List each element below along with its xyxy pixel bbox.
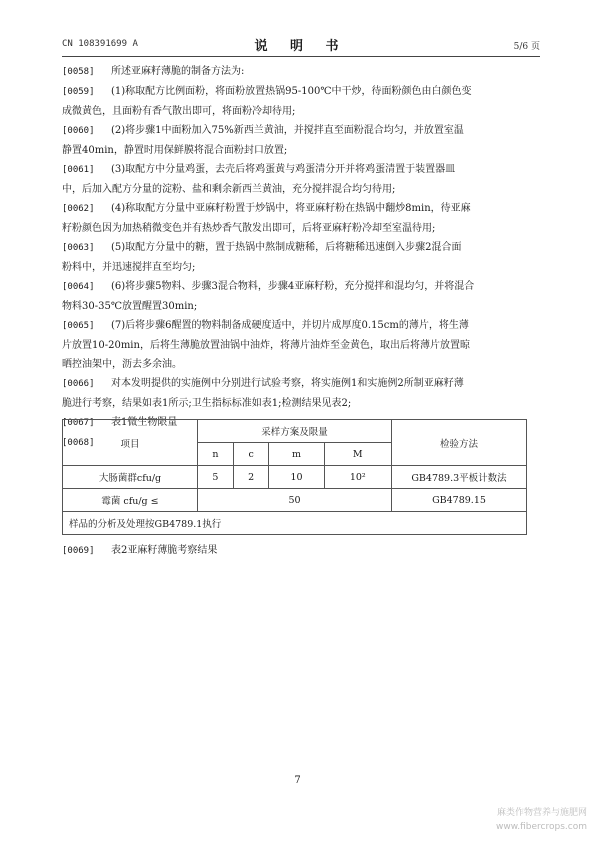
paragraph-line (62, 277, 542, 297)
paragraph-text: (3)取配方中分量鸡蛋，去壳后将鸡蛋黄与鸡蛋清分开并将鸡蛋清置于装置器皿 (111, 164, 456, 175)
paragraph-text: 所述亚麻籽薄脆的制备方法为: (111, 66, 245, 77)
watermark-url: www.fibercrops.com (496, 822, 587, 832)
table-head-sampling: 采样方案及限量 (198, 420, 392, 443)
paragraph-line (62, 355, 542, 374)
cell-limit: 50 (198, 489, 392, 512)
paragraph (62, 160, 542, 199)
paragraph-tag: [0061] (62, 165, 95, 175)
cell-M: 10² (324, 466, 391, 489)
table-note: 样品的分析及处理按GB4789.1执行 (63, 512, 527, 535)
paragraph (62, 199, 542, 238)
table-header-row (63, 420, 527, 443)
paragraph-line (62, 219, 542, 238)
paragraph-line (62, 102, 542, 121)
table-head-m: m (269, 443, 324, 466)
paragraph-line (62, 374, 542, 394)
paragraph-tag: [0064] (62, 282, 95, 292)
paragraph-line (62, 180, 542, 199)
table-head-c: c (233, 443, 269, 466)
paragraph-text: 籽粉颜色因为加热稍微变色并有热炒香气散发出即可，后将亚麻籽粉冷却至室温待用; (62, 223, 436, 234)
paragraph-line (62, 336, 542, 355)
paragraph-tag: [0066] (62, 379, 95, 389)
patent-number: CN 108391699 A (62, 39, 138, 49)
paragraph-text: 中，后加入配方分量的淀粉、盐和剩余新西兰黄油，充分搅拌混合均匀待用; (62, 184, 396, 195)
paragraph-tag: [0062] (62, 204, 95, 214)
paragraph-line (62, 62, 542, 82)
paragraph-text: 成微黄色，且面粉有香气散出即可，将面粉冷却待用; (62, 106, 296, 117)
paragraph-text: (6)将步骤5物料、步骤3混合物料，步骤4亚麻籽粉，充分搅拌和混均匀，并将混合 (111, 281, 475, 292)
paragraph (62, 277, 542, 316)
paragraph-text: (5)取配方分量中的糖，置于热锅中熬制成糖稀，后将糖稀迅速倒入步骤2混合面 (111, 242, 462, 253)
paragraph-line (62, 316, 542, 336)
cell-item: 大肠菌群cfu/g (63, 466, 198, 489)
paragraph (62, 121, 542, 160)
paragraph-line (62, 238, 542, 258)
paragraph (62, 374, 542, 413)
paragraph-text: 对本发明提供的实施例中分别进行试验考察，将实施例1和实施例2所制亚麻籽薄 (111, 378, 464, 389)
paragraph (62, 82, 542, 121)
paragraph-text: 晒控油架中，沥去多余油。 (62, 359, 182, 370)
page-number: 7 (294, 775, 301, 786)
table-note-row (63, 512, 527, 535)
cell-c: 2 (233, 466, 269, 489)
paragraph-text: 片放置10-20min，后将生薄脆放置油锅中油炸，将薄片油炸至金黄色，取出后将薄片放置晾 (62, 340, 470, 351)
table-head-M: M (324, 443, 391, 466)
cell-m: 10 (269, 466, 324, 489)
table-head-n: n (198, 443, 234, 466)
paragraph-tag: [0063] (62, 243, 95, 253)
paragraph-line (62, 141, 542, 160)
paragraph-text: 脆进行考察，结果如表1所示;卫生指标标准如表1;检测结果见表2; (62, 398, 352, 409)
header-divider (62, 56, 540, 57)
watermark-site-name: 麻类作物营养与施肥网 (496, 808, 587, 818)
page-indicator: 5/6 页 (513, 42, 540, 52)
paragraph (62, 62, 542, 82)
paragraph-text: (7)后将步骤6醒置的物料制备成硬度适中，并切片成厚度0.15cm的薄片，将生薄 (111, 320, 469, 331)
paragraph-tag: [0068] (62, 438, 95, 448)
paragraph-text: (1)称取配方比例面粉，将面粉放置热锅95-100℃中干炒，待面粉颜色由白颜色变 (111, 86, 472, 97)
paragraph-tag: [0058] (62, 67, 95, 77)
paragraph-tag: [0067] (62, 418, 95, 428)
paragraph-line (62, 394, 542, 413)
cell-method: GB4789.15 (392, 489, 527, 512)
cell-item: 霉菌 cfu/g ≤ (63, 489, 198, 512)
cell-method: GB4789.3平板计数法 (392, 466, 527, 489)
paragraph-line (62, 160, 542, 180)
paragraph-text: (4)称取配方分量中亚麻籽粉置于炒锅中，将亚麻籽粉在热锅中翻炒8min，待亚麻 (111, 203, 471, 214)
paragraph-line (62, 121, 542, 141)
paragraph-tag: [0060] (62, 126, 95, 136)
paragraph (62, 316, 542, 374)
paragraph-text: 静置40min，静置时用保鲜膜将混合面粉封口放置; (62, 145, 288, 156)
paragraph-line (62, 199, 542, 219)
paragraph-text: 物料30-35℃放置醒置30min; (62, 301, 198, 312)
paragraph-text: 表1微生物限量 (111, 417, 178, 428)
table-row (63, 466, 527, 489)
paragraph-tag: [0069] (62, 546, 95, 556)
paragraph-line (62, 258, 542, 277)
paragraph-text: 表2亚麻籽薄脆考察结果 (111, 545, 218, 556)
paragraph-text: (2)将步骤1中面粉加入75%新西兰黄油，并搅拌直至面粉混合均匀，并放置室温 (111, 125, 464, 136)
paragraph-line (62, 82, 542, 102)
microbe-limit-table (62, 419, 527, 535)
paragraph-text: 粉料中，并迅速搅拌直至均匀; (62, 262, 196, 273)
table-head-item: 项目 (63, 420, 198, 466)
cell-n: 5 (198, 466, 234, 489)
paragraph-tag: [0065] (62, 321, 95, 331)
paragraph-tag: [0059] (62, 87, 95, 97)
table-row (63, 489, 527, 512)
paragraph (62, 238, 542, 277)
paragraph-line (62, 297, 542, 316)
page-header (62, 35, 540, 55)
description-body (62, 62, 542, 453)
table-head-method: 检验方法 (392, 420, 527, 466)
document-title: 说 明 书 (254, 39, 348, 54)
watermark (496, 806, 587, 834)
paragraph-0069 (62, 541, 217, 561)
